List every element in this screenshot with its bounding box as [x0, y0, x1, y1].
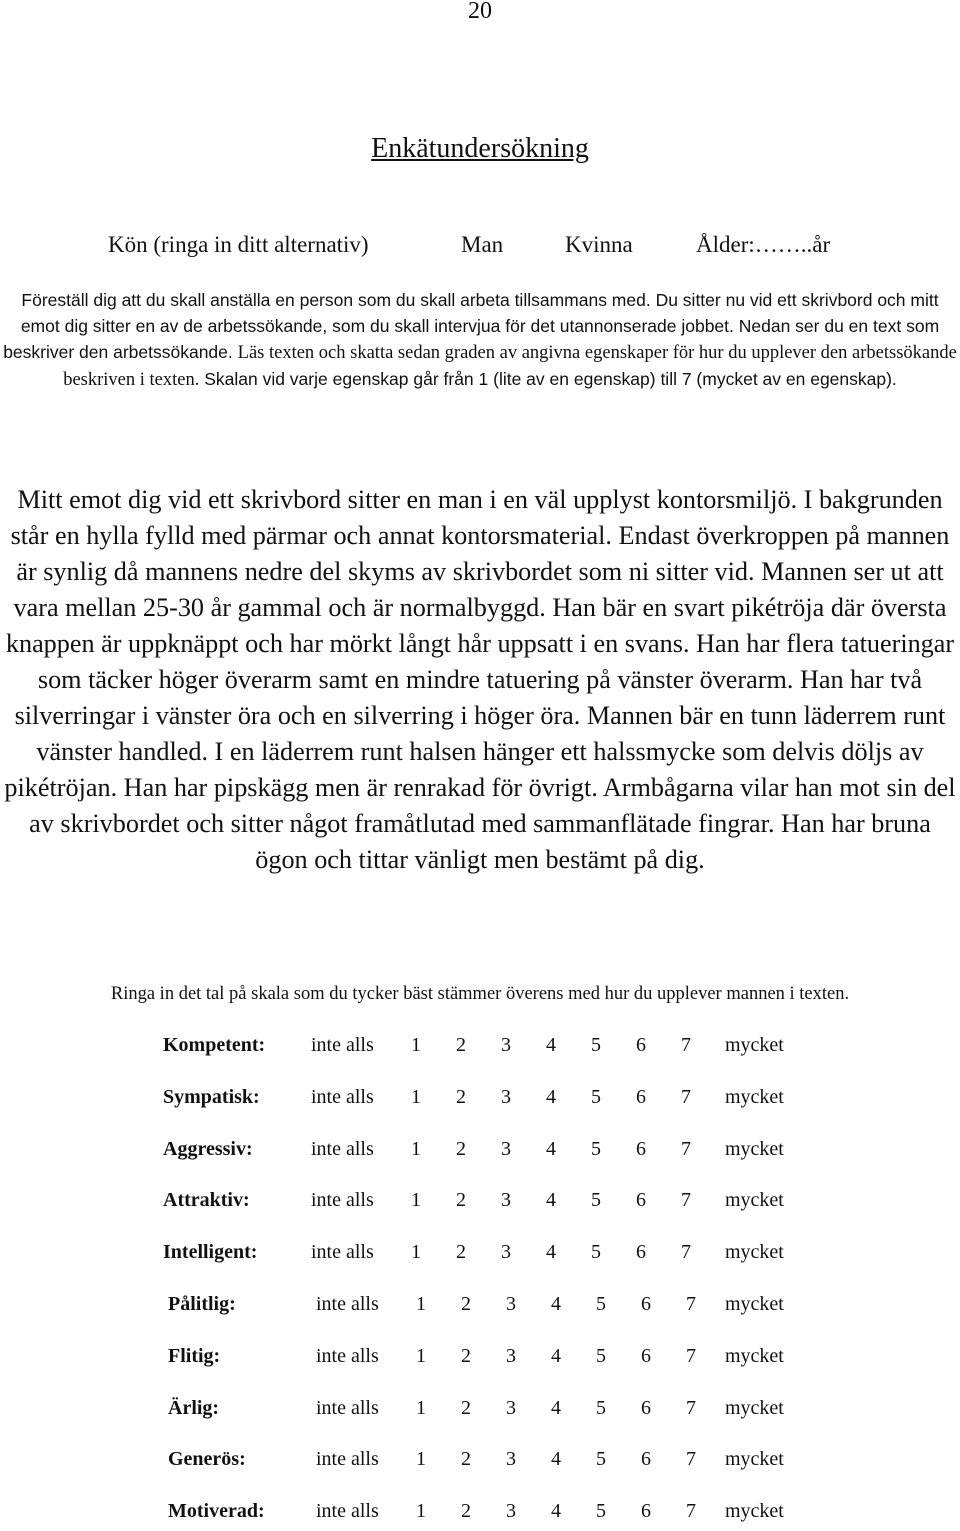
- scale-option[interactable]: 2: [456, 1034, 466, 1056]
- trait-label: Sympatisk:: [163, 1085, 260, 1108]
- scale-option[interactable]: 5: [591, 1137, 601, 1160]
- scale-option[interactable]: 4: [551, 1448, 561, 1471]
- scale-option[interactable]: 6: [641, 1344, 651, 1367]
- scale-option[interactable]: 3: [501, 1085, 511, 1108]
- scale-high-label: mycket: [725, 1034, 784, 1056]
- trait-label: Intelligent:: [163, 1241, 258, 1264]
- gender-label: Kön (ringa in ditt alternativ): [108, 232, 369, 257]
- trait-label: Generös:: [168, 1448, 246, 1471]
- rating-row: [0, 1284, 960, 1324]
- scale-option[interactable]: 5: [596, 1448, 606, 1471]
- scale-option[interactable]: 3: [501, 1034, 511, 1056]
- scale-option[interactable]: 7: [686, 1500, 696, 1523]
- scale-option[interactable]: 6: [636, 1189, 646, 1212]
- scale-high-label: mycket: [725, 1137, 784, 1160]
- rating-row: [0, 1129, 960, 1169]
- age-field[interactable]: Ålder:……..år: [696, 232, 831, 257]
- rating-row: [0, 1232, 960, 1272]
- scale-low-label: inte alls: [316, 1293, 379, 1315]
- scale-option[interactable]: 7: [686, 1448, 696, 1471]
- scale-option[interactable]: 1: [411, 1034, 421, 1056]
- scale-option[interactable]: 5: [596, 1396, 606, 1419]
- scale-option[interactable]: 6: [641, 1448, 651, 1471]
- scale-option[interactable]: 5: [596, 1500, 606, 1523]
- scale-option[interactable]: 1: [416, 1500, 426, 1523]
- rating-row: [0, 1180, 960, 1220]
- scale-option[interactable]: 5: [596, 1293, 606, 1315]
- scale-high-label: mycket: [725, 1293, 784, 1315]
- rating-row: [0, 1388, 960, 1428]
- scale-option[interactable]: 6: [641, 1396, 651, 1419]
- scale-option[interactable]: 4: [551, 1396, 561, 1419]
- trait-label: Ärlig:: [168, 1396, 220, 1419]
- scale-option[interactable]: 1: [416, 1448, 426, 1471]
- rating-row: [0, 1336, 960, 1376]
- scale-high-label: mycket: [725, 1344, 784, 1367]
- scale-option[interactable]: 4: [546, 1137, 556, 1160]
- rating-scales: [0, 1025, 960, 1525]
- scale-option[interactable]: 7: [686, 1344, 696, 1367]
- scale-option[interactable]: 6: [636, 1241, 646, 1264]
- gender-option-female[interactable]: Kvinna: [565, 232, 633, 257]
- page-number: 20: [468, 0, 492, 24]
- trait-label: Motiverad:: [168, 1500, 265, 1523]
- scale-option[interactable]: 4: [546, 1034, 556, 1056]
- scale-option[interactable]: 3: [506, 1344, 516, 1367]
- scale-high-label: mycket: [725, 1396, 784, 1419]
- scale-option[interactable]: 5: [591, 1241, 601, 1264]
- scale-option[interactable]: 7: [681, 1241, 691, 1264]
- scale-option[interactable]: 1: [411, 1241, 421, 1264]
- scale-option[interactable]: 3: [506, 1293, 516, 1315]
- instructions-part-3: Skalan vid varje egenskap går från 1 (lite av en egenskap) till 7 (mycket av en egenskap).: [204, 369, 897, 389]
- scale-high-label: mycket: [725, 1189, 784, 1212]
- scale-low-label: inte alls: [311, 1137, 374, 1160]
- scale-option[interactable]: 5: [591, 1085, 601, 1108]
- scale-option[interactable]: 7: [681, 1189, 691, 1212]
- rating-row: [0, 1077, 960, 1117]
- scale-option[interactable]: 2: [461, 1344, 471, 1367]
- gender-option-male[interactable]: Man: [461, 232, 504, 257]
- scale-option[interactable]: 7: [681, 1137, 691, 1160]
- scale-option[interactable]: 4: [551, 1500, 561, 1523]
- scale-low-label: inte alls: [311, 1189, 374, 1212]
- rating-row: [0, 1439, 960, 1479]
- trait-label: Aggressiv:: [163, 1137, 253, 1160]
- candidate-description: Mitt emot dig vid ett skrivbord sitter en man i en väl upplyst kontorsmiljö. I bakgrunden står en hylla fylld med pärmar och annat kontorsmaterial. Endast överkroppen på mannen är synlig då mannens nedre del skyms av skrivbordet som ni sitter vid. Mannen ser ut att vara mellan 25-30 år gammal och är normalbyggd. Han bär en svart pikétröja där översta knappen är uppknäppt och har mörkt långt hår uppsatt i en svans. Han har flera tatueringar som täcker höger överarm samt en mindre tatuering på vänster överarm. Han har två silverringar i vänster öra och en silverring i höger öra. Mannen bär en tunn läderrem runt vänster handled. I en läderrem runt halsen hänger ett halssmycke som delvis döljs av pikétröjan. Han har pipskägg men är renrakad för övrigt. Armbågarna vilar han mot sin del av skrivbordet och sitter något framåtlutad med sammanflätade fingrar. Han har bruna ögon och tittar vänligt men bestämt på dig.: [4, 485, 956, 874]
- scale-option[interactable]: 1: [411, 1137, 421, 1160]
- scale-low-label: inte alls: [316, 1344, 379, 1367]
- scale-low-label: inte alls: [311, 1085, 374, 1108]
- rating-row: [0, 1025, 960, 1065]
- scale-option[interactable]: 6: [636, 1137, 646, 1160]
- scale-option[interactable]: 7: [681, 1034, 691, 1056]
- scale-option[interactable]: 1: [416, 1396, 426, 1419]
- scale-option[interactable]: 2: [461, 1396, 471, 1419]
- scale-option[interactable]: 4: [546, 1241, 556, 1264]
- scale-option[interactable]: 2: [461, 1448, 471, 1471]
- scale-option[interactable]: 5: [596, 1344, 606, 1367]
- scale-option[interactable]: 2: [456, 1085, 466, 1108]
- instructions-part-1: Föreställ dig att du skall anställa en person som du skall arbeta tillsammans med. Du sitter nu vid ett skrivbord och mitt emot dig sitter en av de arbetssökande, som du skall intervjua för det utannonserade jobbet. Nedan ser du en text som beskriver den arbetssökande.: [3, 290, 940, 362]
- scale-high-label: mycket: [725, 1241, 784, 1264]
- scale-option[interactable]: 6: [641, 1293, 651, 1315]
- scale-option[interactable]: 3: [501, 1241, 511, 1264]
- scale-high-label: mycket: [725, 1085, 784, 1108]
- trait-label: Attraktiv:: [163, 1189, 250, 1212]
- scale-option[interactable]: 6: [641, 1500, 651, 1523]
- scale-option[interactable]: 2: [456, 1137, 466, 1160]
- scale-option[interactable]: 1: [411, 1085, 421, 1108]
- scale-option[interactable]: 6: [636, 1085, 646, 1108]
- scale-low-label: inte alls: [316, 1448, 379, 1471]
- scale-option[interactable]: 6: [636, 1034, 646, 1056]
- scale-option[interactable]: 2: [461, 1293, 471, 1315]
- trait-label: Kompetent:: [163, 1034, 266, 1056]
- scale-option[interactable]: 1: [416, 1344, 426, 1367]
- scale-option[interactable]: 4: [546, 1085, 556, 1108]
- scale-option[interactable]: 7: [681, 1085, 691, 1108]
- scale-option[interactable]: 2: [456, 1241, 466, 1264]
- rating-row: [0, 1491, 960, 1531]
- scale-option[interactable]: 4: [551, 1293, 561, 1315]
- scale-low-label: inte alls: [311, 1241, 374, 1264]
- instructions-paragraph: [0, 287, 960, 393]
- scale-low-label: inte alls: [316, 1500, 379, 1523]
- instructions-part-2: Läs texten och skatta sedan graden av angivna egenskaper för hur du upplever den arbetssökande beskriven i texten.: [63, 343, 957, 390]
- page-title: Enkätundersökning: [371, 133, 589, 164]
- scale-option[interactable]: 7: [686, 1293, 696, 1315]
- scale-high-label: mycket: [725, 1500, 784, 1523]
- scale-option[interactable]: 4: [551, 1344, 561, 1367]
- trait-label: Flitig:: [168, 1344, 221, 1367]
- scale-option[interactable]: 2: [456, 1189, 466, 1212]
- scale-option[interactable]: 5: [591, 1034, 601, 1056]
- scale-option[interactable]: 2: [461, 1500, 471, 1523]
- scale-option[interactable]: 3: [501, 1137, 511, 1160]
- scale-high-label: mycket: [725, 1448, 784, 1471]
- scale-option[interactable]: 4: [546, 1189, 556, 1212]
- scale-option[interactable]: 1: [416, 1293, 426, 1315]
- scale-option[interactable]: 1: [411, 1189, 421, 1212]
- scale-option[interactable]: 7: [686, 1396, 696, 1419]
- trait-label: Pålitlig:: [168, 1293, 236, 1315]
- scale-low-label: inte alls: [316, 1396, 379, 1419]
- scale-instruction: Ringa in det tal på skala som du tycker bäst stämmer överens med hur du upplever mannen i texten.: [110, 984, 850, 1004]
- scale-option[interactable]: 3: [501, 1189, 511, 1212]
- scale-option[interactable]: 3: [506, 1396, 516, 1419]
- scale-option[interactable]: 5: [591, 1189, 601, 1212]
- scale-option[interactable]: 3: [506, 1500, 516, 1523]
- scale-option[interactable]: 3: [506, 1448, 516, 1471]
- scale-low-label: inte alls: [311, 1034, 374, 1056]
